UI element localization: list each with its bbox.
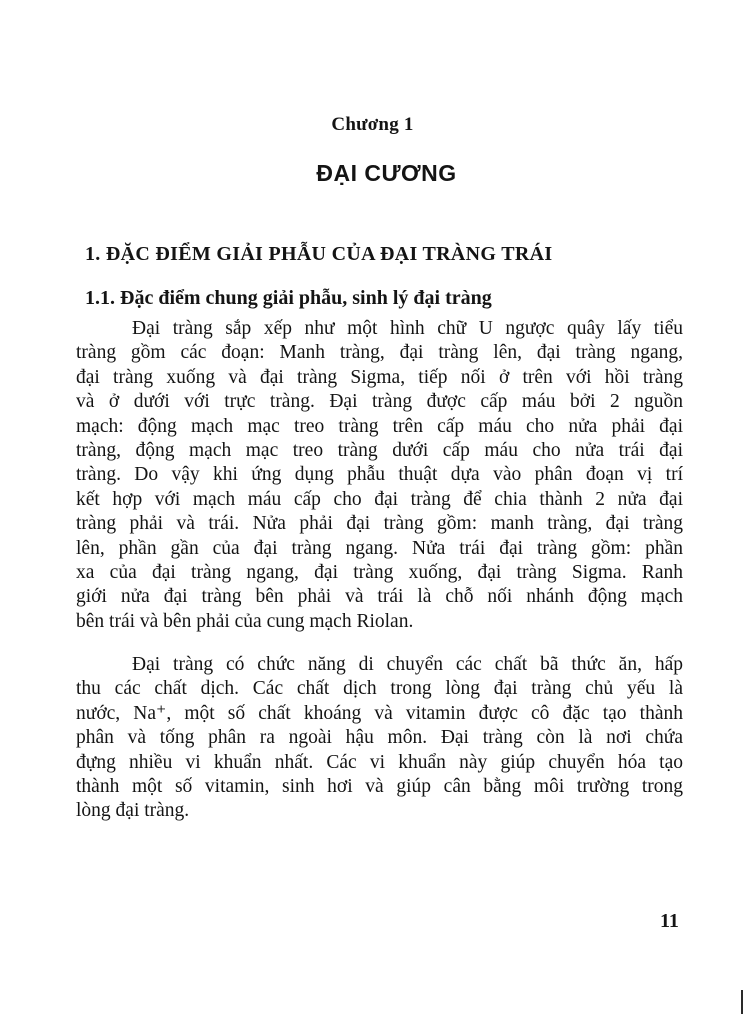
chapter-title: ĐẠI CƯƠNG	[316, 160, 457, 186]
page-number: 11	[660, 910, 679, 932]
paragraph-line: mạch: động mạch mạc treo tràng trên cấp máu cho nửa phải đại	[76, 415, 683, 437]
paragraph-line: Đại tràng có chức năng di chuyển các chất bã thức ăn, hấp	[132, 654, 683, 675]
paragraph-line: lòng đại tràng.	[76, 800, 190, 822]
paragraph-line: tràng gồm các đoạn: Manh tràng, đại tràng lên, đại tràng ngang,	[76, 342, 683, 364]
paragraph-line: đại tràng xuống và đại tràng Sigma, tiếp nối ở trên với hồi tràng	[76, 366, 683, 388]
paragraph-physiology	[76, 653, 683, 824]
paragraph-line: Đại tràng sắp xếp như một hình chữ U ngược quây lấy tiểu	[132, 318, 683, 339]
paragraph-line: thành một số vitamin, sinh hơi và giúp cân bằng môi trường trong	[76, 775, 683, 797]
paragraph-line: tràng, động mạch mạc treo tràng dưới cấp máu cho nửa trái đại	[76, 439, 683, 461]
paragraph-line: và ở dưới với trực tràng. Đại tràng được cấp máu bởi 2 nguồn	[76, 391, 683, 413]
page-edge-mark	[741, 990, 743, 1014]
chapter-label: Chương 1	[331, 114, 414, 135]
paragraph-line: nước, Na⁺, một số chất khoáng và vitamin được cô đặc tạo thành	[76, 702, 683, 724]
paragraph-line: xa của đại tràng ngang, đại tràng xuống, đại tràng Sigma. Ranh	[76, 561, 683, 583]
paragraph-line: bên trái và bên phải của cung mạch Riolan.	[76, 610, 414, 632]
paragraph-line: tràng phải và trái. Nửa phải đại tràng gồm: manh tràng, đại tràng	[76, 513, 683, 535]
section-heading: 1. ĐẶC ĐIỂM GIẢI PHẪU CỦA ĐẠI TRÀNG TRÁI	[85, 243, 553, 265]
paragraph-line: giới nửa đại tràng bên phải và trái là chỗ nối nhánh động mạch	[76, 586, 683, 608]
paragraph-line: tràng. Do vậy khi ứng dụng phẫu thuật dựa vào phân đoạn vị trí	[76, 464, 683, 486]
paragraph-line: lên, phần gần của đại tràng ngang. Nửa trái đại tràng gồm: phần	[76, 537, 683, 559]
subsection-heading: 1.1. Đặc điểm chung giải phẫu, sinh lý đại tràng	[85, 287, 492, 309]
paragraph-anatomy	[76, 317, 683, 634]
paragraph-line: đựng nhiều vi khuẩn nhất. Các vi khuẩn này giúp chuyển hóa tạo	[76, 751, 683, 773]
paragraph-line: thu các chất dịch. Các chất dịch trong lòng đại tràng chủ yếu là	[76, 678, 683, 700]
paragraph-line: phân và tống phân ra ngoài hậu môn. Đại tràng còn là nơi chứa	[76, 727, 683, 749]
paragraph-line: kết hợp với mạch máu cấp cho đại tràng để chia thành 2 nửa đại	[76, 488, 683, 510]
